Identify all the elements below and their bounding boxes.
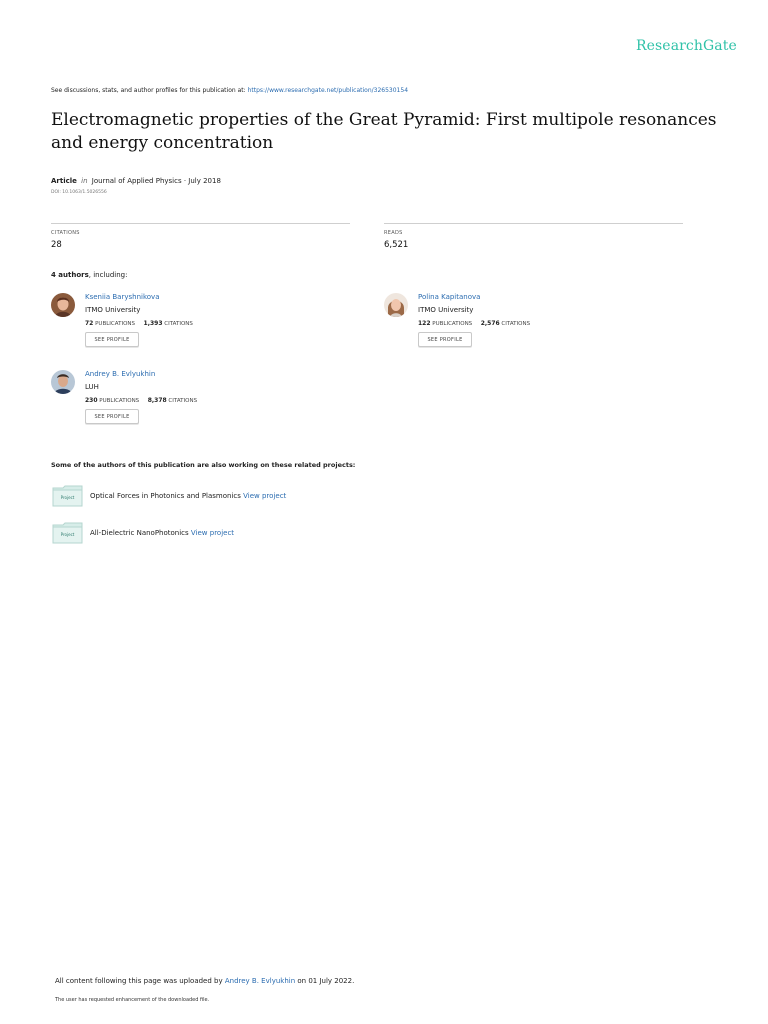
project-title: Optical Forces in Photonics and Plasmonics: [90, 492, 241, 500]
see-profile-button[interactable]: SEE PROFILE: [85, 332, 139, 347]
reads-divider: [384, 223, 683, 224]
author-institution: LUH: [85, 383, 99, 391]
author-photo-icon: [51, 293, 75, 317]
project-icon-label: Project: [60, 495, 75, 500]
article-doi: DOI: 10.1063/1.5026556: [51, 190, 107, 195]
profiles-notice-text: See discussions, stats, and author profiles for this publication at:: [51, 87, 246, 94]
publications-count: 72: [85, 320, 94, 327]
reads-label: READS: [384, 230, 403, 236]
researchgate-logo[interactable]: ResearchGate: [636, 38, 737, 54]
project-line: [90, 529, 234, 537]
upload-date: on 01 July 2022.: [297, 977, 355, 985]
author-name-link[interactable]: Andrey B. Evlyukhin: [85, 370, 156, 378]
publication-url-link[interactable]: https://www.researchgate.net/publication/326530154: [247, 87, 409, 94]
author-institution: ITMO University: [85, 306, 141, 314]
project-folder-icon: [52, 522, 83, 544]
see-profile-button[interactable]: SEE PROFILE: [418, 332, 472, 347]
article-type: Article: [51, 177, 77, 185]
profiles-notice: [51, 87, 408, 94]
uploader-link[interactable]: Andrey B. Evlyukhin: [224, 977, 296, 985]
in-label: in: [81, 177, 88, 185]
reads-count: 6,521: [384, 240, 409, 250]
author-photo-icon: [51, 370, 75, 394]
authors-heading: [51, 271, 127, 279]
author-stats: [85, 320, 193, 327]
journal-info: Journal of Applied Physics · July 2018: [91, 177, 221, 185]
publications-label: PUBLICATIONS: [95, 321, 136, 327]
citations-count: 2,576: [480, 320, 500, 327]
project-title: All-Dielectric NanoPhotonics: [90, 529, 189, 537]
publications-label: PUBLICATIONS: [432, 321, 473, 327]
project-line: [90, 492, 286, 500]
author-stats: [85, 397, 197, 404]
publications-label: PUBLICATIONS: [99, 398, 140, 404]
author-avatar[interactable]: [51, 293, 75, 317]
citations-count: 8,378: [147, 397, 167, 404]
upload-prefix: All content following this page was uploaded by: [55, 977, 223, 985]
publications-count: 230: [85, 397, 98, 404]
author-stats: [418, 320, 530, 327]
citations-count: 1,393: [143, 320, 163, 327]
project-icon-label: Project: [60, 532, 75, 537]
author-avatar[interactable]: [384, 293, 408, 317]
author-photo-icon: [384, 293, 408, 317]
publications-count: 122: [418, 320, 431, 327]
see-profile-button[interactable]: SEE PROFILE: [85, 409, 139, 424]
view-project-link[interactable]: View project: [190, 529, 235, 537]
enhancement-note: The user has requested enhancement of the downloaded file.: [55, 997, 210, 1003]
upload-notice: [55, 977, 354, 985]
article-meta: [51, 177, 221, 185]
related-projects-heading: Some of the authors of this publication are also working on these related projects:: [51, 461, 356, 469]
citations-count: 28: [51, 240, 62, 250]
author-avatar[interactable]: [51, 370, 75, 394]
author-name-link[interactable]: Polina Kapitanova: [418, 293, 481, 301]
citations-label: CITATIONS: [164, 321, 193, 327]
citations-divider: [51, 223, 350, 224]
project-folder-icon: [52, 485, 83, 507]
author-name-link[interactable]: Kseniia Baryshnikova: [85, 293, 160, 301]
article-title: Electromagnetic properties of the Great Pyramid: First multipole resonances and energy concentration: [51, 110, 717, 153]
authors-suffix: , including:: [88, 271, 128, 279]
citations-label: CITATIONS: [51, 230, 80, 236]
citations-label: CITATIONS: [501, 321, 531, 327]
view-project-link[interactable]: View project: [243, 492, 287, 500]
authors-count: 4 authors: [51, 271, 89, 279]
author-institution: ITMO University: [418, 306, 474, 314]
citations-label: CITATIONS: [168, 398, 198, 404]
